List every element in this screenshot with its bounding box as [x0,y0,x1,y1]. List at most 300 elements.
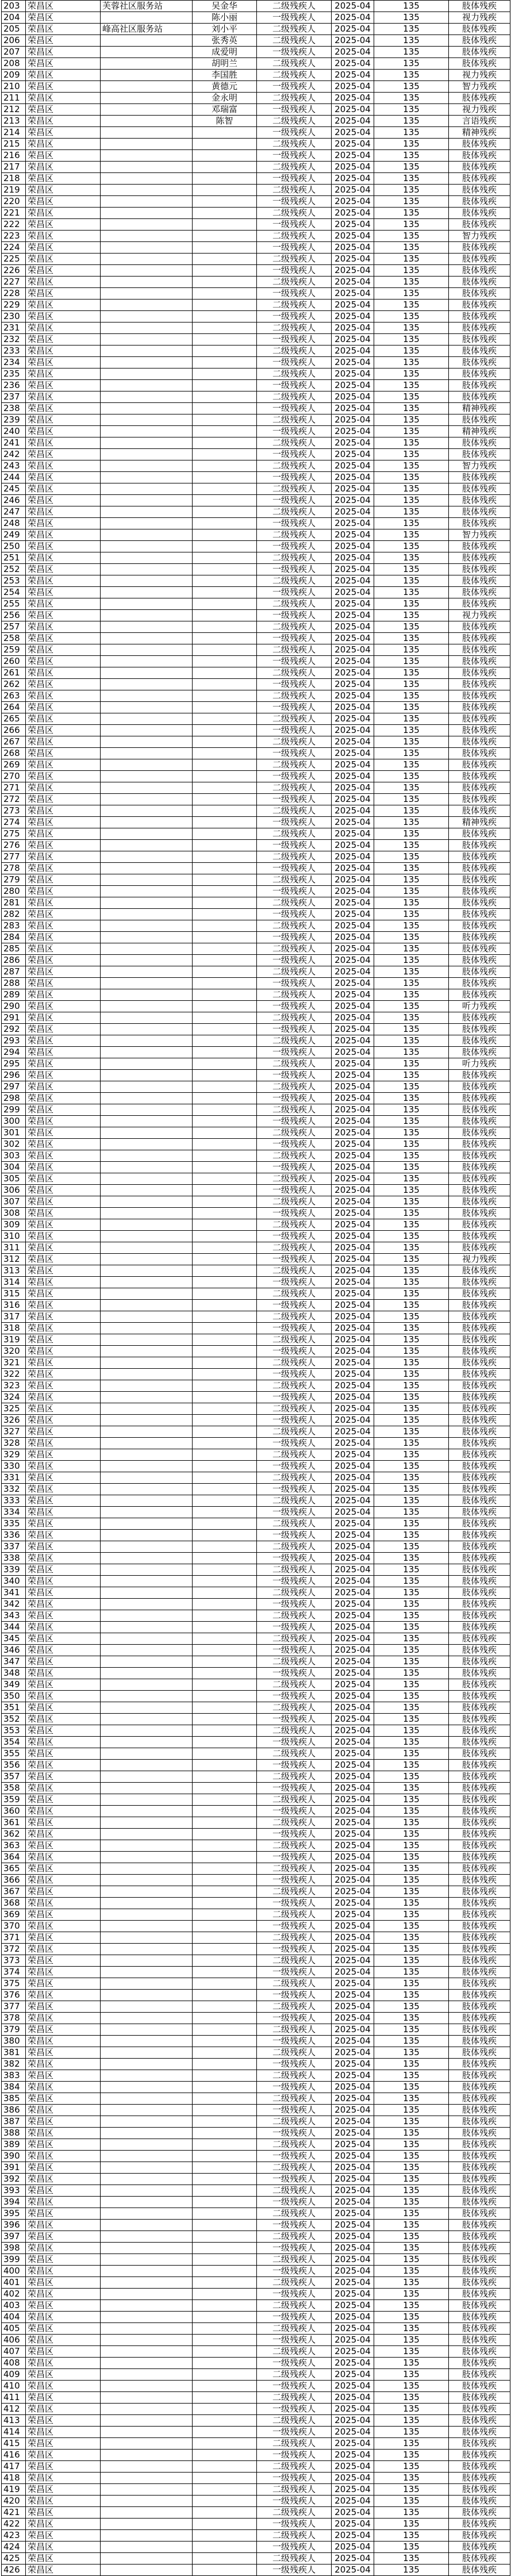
disability-level-cell: 一级残疾人 [257,1737,332,1748]
service-station-cell [101,1231,193,1242]
amount-cell: 135 [374,127,449,139]
month-cell: 2025-04 [332,1392,374,1403]
disability-level-cell: 二级残疾人 [257,2116,332,2128]
district-cell: 荣昌区 [26,2266,101,2277]
disability-type-cell: 肢体残疾 [449,667,510,679]
disability-type-cell: 肢体残疾 [449,690,510,702]
month-cell: 2025-04 [332,1438,374,1449]
month-cell: 2025-04 [332,2185,374,2197]
disability-type-cell: 视力残疾 [449,610,510,621]
district-cell: 荣昌区 [26,1323,101,1334]
table-row [2,2369,510,2381]
disability-type-cell: 肢体残疾 [449,702,510,713]
disability-type-cell: 肢体残疾 [449,1162,510,1173]
disability-type-cell: 肢体残疾 [449,909,510,920]
amount-cell: 135 [374,1300,449,1311]
row-index-cell: 349 [2,1679,26,1691]
disability-type-cell: 肢体残疾 [449,2438,510,2450]
name-cell [193,713,257,725]
service-station-cell [101,2013,193,2024]
name-cell [193,2346,257,2358]
district-cell: 荣昌区 [26,81,101,93]
row-index-cell: 374 [2,1967,26,1978]
district-cell: 荣昌区 [26,1955,101,1967]
row-index-cell: 241 [2,437,26,449]
service-station-cell [101,2346,193,2358]
name-cell [193,1369,257,1380]
service-station-cell [101,483,193,495]
disability-type-cell: 肢体残疾 [449,1541,510,1553]
table-row [2,437,510,449]
name-cell [193,2404,257,2415]
service-station-cell [101,334,193,345]
name-cell [193,2208,257,2220]
month-cell: 2025-04 [332,47,374,58]
disability-type-cell: 精神残疾 [449,426,510,437]
disability-level-cell: 一级残疾人 [257,2473,332,2484]
service-station-cell [101,679,193,690]
amount-cell: 135 [374,587,449,598]
disability-type-cell: 肢体残疾 [449,955,510,966]
district-cell: 荣昌区 [26,47,101,58]
row-index-cell: 403 [2,2300,26,2312]
district-cell: 荣昌区 [26,150,101,162]
row-index-cell: 325 [2,1403,26,1415]
district-cell: 荣昌区 [26,12,101,24]
table-row [2,2427,510,2438]
service-station-cell [101,2323,193,2335]
month-cell: 2025-04 [332,1162,374,1173]
disability-type-cell: 肢体残疾 [449,598,510,610]
name-cell [193,2484,257,2496]
month-cell: 2025-04 [332,575,374,587]
disability-level-cell: 二级残疾人 [257,254,332,265]
amount-cell: 135 [374,1116,449,1127]
amount-cell: 135 [374,1829,449,1840]
name-cell [193,1587,257,1599]
disability-type-cell: 肢体残疾 [449,851,510,863]
amount-cell: 135 [374,828,449,840]
service-station-cell [101,1829,193,1840]
disability-type-cell: 肢体残疾 [449,1484,510,1495]
amount-cell: 135 [374,2323,449,2335]
table-row [2,2450,510,2461]
row-index-cell: 214 [2,127,26,139]
amount-cell: 135 [374,1967,449,1978]
row-index-cell: 285 [2,943,26,955]
row-index-cell: 334 [2,1507,26,1518]
disability-type-cell: 肢体残疾 [449,2093,510,2105]
disability-level-cell: 一级残疾人 [257,1599,332,1610]
service-station-cell [101,2507,193,2519]
disability-type-cell: 肢体残疾 [449,162,510,173]
table-row [2,483,510,495]
disability-type-cell: 精神残疾 [449,403,510,414]
name-cell [193,1242,257,1254]
amount-cell: 135 [374,2197,449,2208]
disability-level-cell: 一级残疾人 [257,1760,332,1771]
table-row [2,1783,510,1794]
row-index-cell: 324 [2,1392,26,1403]
disability-level-cell: 一级残疾人 [257,1691,332,1702]
amount-cell: 135 [374,794,449,805]
service-station-cell [101,2381,193,2392]
month-cell: 2025-04 [332,1070,374,1081]
month-cell: 2025-04 [332,2162,374,2174]
month-cell: 2025-04 [332,1725,374,1737]
month-cell: 2025-04 [332,24,374,35]
row-index-cell: 265 [2,713,26,725]
month-cell: 2025-04 [332,2024,374,2036]
district-cell: 荣昌区 [26,2392,101,2404]
service-station-cell [101,2300,193,2312]
month-cell: 2025-04 [332,1311,374,1323]
row-index-cell: 410 [2,2381,26,2392]
table-row [2,288,510,300]
disability-type-cell: 肢体残疾 [449,2105,510,2116]
name-cell [193,943,257,955]
amount-cell: 135 [374,2542,449,2553]
service-station-cell [101,460,193,472]
district-cell: 荣昌区 [26,1783,101,1794]
name-cell [193,598,257,610]
service-station-cell [101,943,193,955]
disability-type-cell: 肢体残疾 [449,208,510,219]
name-cell [193,1783,257,1794]
disability-level-cell: 一级残疾人 [257,472,332,483]
row-index-cell: 388 [2,2128,26,2139]
table-row [2,12,510,24]
table-row [2,1760,510,1771]
amount-cell: 135 [374,1944,449,1955]
table-row [2,1449,510,1461]
district-cell: 荣昌区 [26,368,101,380]
district-cell: 荣昌区 [26,1771,101,1783]
month-cell: 2025-04 [332,104,374,116]
disability-level-cell: 二级残疾人 [257,782,332,794]
table-row [2,1852,510,1863]
table-row [2,1472,510,1484]
district-cell: 荣昌区 [26,1081,101,1093]
row-index-cell: 260 [2,656,26,667]
disability-type-cell: 肢体残疾 [449,2358,510,2369]
district-cell: 荣昌区 [26,518,101,529]
table-row [2,713,510,725]
table-row [2,2116,510,2128]
service-station-cell [101,2415,193,2427]
month-cell: 2025-04 [332,1806,374,1817]
name-cell [193,414,257,426]
month-cell: 2025-04 [332,1702,374,1714]
row-index-cell: 425 [2,2553,26,2565]
district-cell: 荣昌区 [26,1518,101,1530]
table-row [2,1426,510,1438]
table-row [2,93,510,104]
disability-type-cell: 视力残疾 [449,12,510,24]
name-cell [193,196,257,208]
disability-type-cell: 肢体残疾 [449,828,510,840]
amount-cell: 135 [374,702,449,713]
row-index-cell: 406 [2,2335,26,2346]
disability-level-cell: 二级残疾人 [257,759,332,771]
disability-level-cell: 一级残疾人 [257,2427,332,2438]
service-station-cell [101,2266,193,2277]
name-cell [193,1219,257,1231]
amount-cell: 135 [374,1196,449,1208]
row-index-cell: 309 [2,1219,26,1231]
amount-cell: 135 [374,2381,449,2392]
service-station-cell [101,2208,193,2220]
district-cell: 荣昌区 [26,70,101,81]
name-cell [193,242,257,254]
row-index-cell: 353 [2,1725,26,1737]
row-index-cell: 380 [2,2036,26,2047]
month-cell: 2025-04 [332,2277,374,2289]
row-index-cell: 336 [2,1530,26,1541]
name-cell [193,1932,257,1944]
service-station-cell [101,828,193,840]
disability-level-cell: 一级残疾人 [257,1277,332,1288]
amount-cell: 135 [374,1886,449,1898]
service-station-cell [101,1173,193,1185]
disability-level-cell: 一级残疾人 [257,334,332,345]
district-cell: 荣昌区 [26,24,101,35]
district-cell: 荣昌区 [26,2139,101,2151]
disability-type-cell: 肢体残疾 [449,1898,510,1909]
disability-level-cell: 一级残疾人 [257,1944,332,1955]
name-cell [193,2070,257,2082]
service-station-cell [101,1725,193,1737]
month-cell: 2025-04 [332,139,374,150]
amount-cell: 135 [374,1104,449,1116]
service-station-cell [101,1001,193,1012]
disability-type-cell: 肢体残疾 [449,1438,510,1449]
disability-level-cell: 一级残疾人 [257,2289,332,2300]
disability-level-cell: 二级残疾人 [257,1840,332,1852]
month-cell: 2025-04 [332,1403,374,1415]
table-row [2,2519,510,2530]
name-cell [193,1702,257,1714]
disability-level-cell: 一级残疾人 [257,932,332,943]
disability-level-cell: 二级残疾人 [257,1679,332,1691]
row-index-cell: 402 [2,2289,26,2300]
service-station-cell [101,2070,193,2082]
row-index-cell: 364 [2,1852,26,1863]
service-station-cell [101,2438,193,2450]
service-station-cell [101,1702,193,1714]
amount-cell: 135 [374,1403,449,1415]
district-cell: 荣昌区 [26,2185,101,2197]
disability-type-cell: 肢体残疾 [449,2404,510,2415]
name-cell [193,1196,257,1208]
disability-type-cell: 智力残疾 [449,231,510,242]
month-cell: 2025-04 [332,1978,374,1990]
amount-cell: 135 [374,1668,449,1679]
district-cell: 荣昌区 [26,2496,101,2507]
row-index-cell: 237 [2,391,26,403]
row-index-cell: 282 [2,909,26,920]
table-row [2,208,510,219]
disability-type-cell: 肢体残疾 [449,24,510,35]
row-index-cell: 218 [2,173,26,185]
service-station-cell [101,288,193,300]
name-cell [193,311,257,323]
month-cell: 2025-04 [332,1507,374,1518]
service-station-cell [101,2473,193,2484]
row-index-cell: 328 [2,1438,26,1449]
district-cell: 荣昌区 [26,828,101,840]
month-cell: 2025-04 [332,2047,374,2059]
table-row [2,1587,510,1599]
month-cell: 2025-04 [332,725,374,736]
row-index-cell: 351 [2,1702,26,1714]
table-row [2,2473,510,2484]
month-cell: 2025-04 [332,1139,374,1150]
disability-level-cell: 二级残疾人 [257,1725,332,1737]
table-row [2,185,510,196]
row-index-cell: 383 [2,2070,26,2082]
table-row [2,621,510,633]
name-cell [193,2243,257,2254]
table-row [2,2415,510,2427]
name-cell [193,1288,257,1300]
disability-level-cell: 一级残疾人 [257,1806,332,1817]
month-cell: 2025-04 [332,966,374,978]
disability-type-cell: 肢体残疾 [449,1035,510,1047]
service-station-cell [101,1242,193,1254]
disability-type-cell: 肢体残疾 [449,345,510,357]
service-station-cell [101,1817,193,1829]
name-cell [193,208,257,219]
row-index-cell: 276 [2,840,26,851]
name-cell [193,1334,257,1346]
row-index-cell: 340 [2,1576,26,1587]
month-cell: 2025-04 [332,1817,374,1829]
row-index-cell: 205 [2,24,26,35]
service-station-cell [101,794,193,805]
amount-cell: 135 [374,414,449,426]
month-cell: 2025-04 [332,690,374,702]
row-index-cell: 293 [2,1035,26,1047]
row-index-cell: 323 [2,1380,26,1392]
district-cell: 荣昌区 [26,2519,101,2530]
district-cell: 荣昌区 [26,1380,101,1392]
amount-cell: 135 [374,2519,449,2530]
table-row [2,2277,510,2289]
row-index-cell: 345 [2,1633,26,1645]
disability-type-cell: 肢体残疾 [449,1886,510,1898]
district-cell: 荣昌区 [26,2197,101,2208]
disability-level-cell: 二级残疾人 [257,2208,332,2220]
month-cell: 2025-04 [332,2438,374,2450]
name-cell [193,2266,257,2277]
table-row [2,70,510,81]
name-cell [193,449,257,460]
month-cell: 2025-04 [332,1553,374,1564]
table-row [2,58,510,70]
service-station-cell [101,978,193,989]
month-cell: 2025-04 [332,1219,374,1231]
name-cell [193,529,257,541]
name-cell [193,851,257,863]
month-cell: 2025-04 [332,2473,374,2484]
disability-level-cell: 二级残疾人 [257,1357,332,1369]
service-station-cell [101,1415,193,1426]
district-cell: 荣昌区 [26,35,101,47]
amount-cell: 135 [374,208,449,219]
name-cell [193,162,257,173]
table-row [2,943,510,955]
month-cell: 2025-04 [332,817,374,828]
name-cell [193,1380,257,1392]
row-index-cell: 308 [2,1208,26,1219]
row-index-cell: 283 [2,920,26,932]
disability-level-cell: 二级残疾人 [257,116,332,127]
service-station-cell [101,1127,193,1139]
table-row [2,2151,510,2162]
month-cell: 2025-04 [332,1323,374,1334]
name-cell [193,2381,257,2392]
service-station-cell [101,139,193,150]
service-station-cell [101,1426,193,1438]
amount-cell: 135 [374,1415,449,1426]
disability-level-cell: 一级残疾人 [257,587,332,598]
service-station-cell [101,2289,193,2300]
service-station-cell [101,2105,193,2116]
name-cell [193,1265,257,1277]
disability-level-cell: 一级残疾人 [257,1139,332,1150]
data-table [1,0,510,2576]
amount-cell: 135 [374,1737,449,1748]
month-cell: 2025-04 [332,1576,374,1587]
row-index-cell: 316 [2,1300,26,1311]
disability-type-cell: 视力残疾 [449,104,510,116]
table-row [2,2289,510,2300]
district-cell: 荣昌区 [26,2151,101,2162]
name-cell [193,2174,257,2185]
month-cell: 2025-04 [332,886,374,897]
disability-type-cell: 肢体残疾 [449,1932,510,1944]
disability-type-cell: 肢体残疾 [449,633,510,644]
disability-level-cell: 一级残疾人 [257,1162,332,1173]
amount-cell: 135 [374,1070,449,1081]
district-cell: 荣昌区 [26,943,101,955]
row-index-cell: 359 [2,1794,26,1806]
district-cell: 荣昌区 [26,2346,101,2358]
service-station-cell [101,403,193,414]
disability-type-cell: 肢体残疾 [449,2346,510,2358]
service-station-cell [101,2450,193,2461]
district-cell: 荣昌区 [26,2059,101,2070]
amount-cell: 135 [374,2427,449,2438]
row-index-cell: 204 [2,12,26,24]
service-station-cell [101,1714,193,1725]
row-index-cell: 295 [2,1058,26,1070]
table-row [2,679,510,690]
row-index-cell: 421 [2,2507,26,2519]
row-index-cell: 236 [2,380,26,391]
service-station-cell [101,2036,193,2047]
amount-cell: 135 [374,920,449,932]
service-station-cell [101,1748,193,1760]
name-cell [193,863,257,874]
disability-level-cell: 一级残疾人 [257,81,332,93]
table-row [2,1,510,12]
row-index-cell: 203 [2,1,26,12]
service-station-cell [101,426,193,437]
month-cell: 2025-04 [332,2450,374,2461]
amount-cell: 135 [374,2369,449,2381]
